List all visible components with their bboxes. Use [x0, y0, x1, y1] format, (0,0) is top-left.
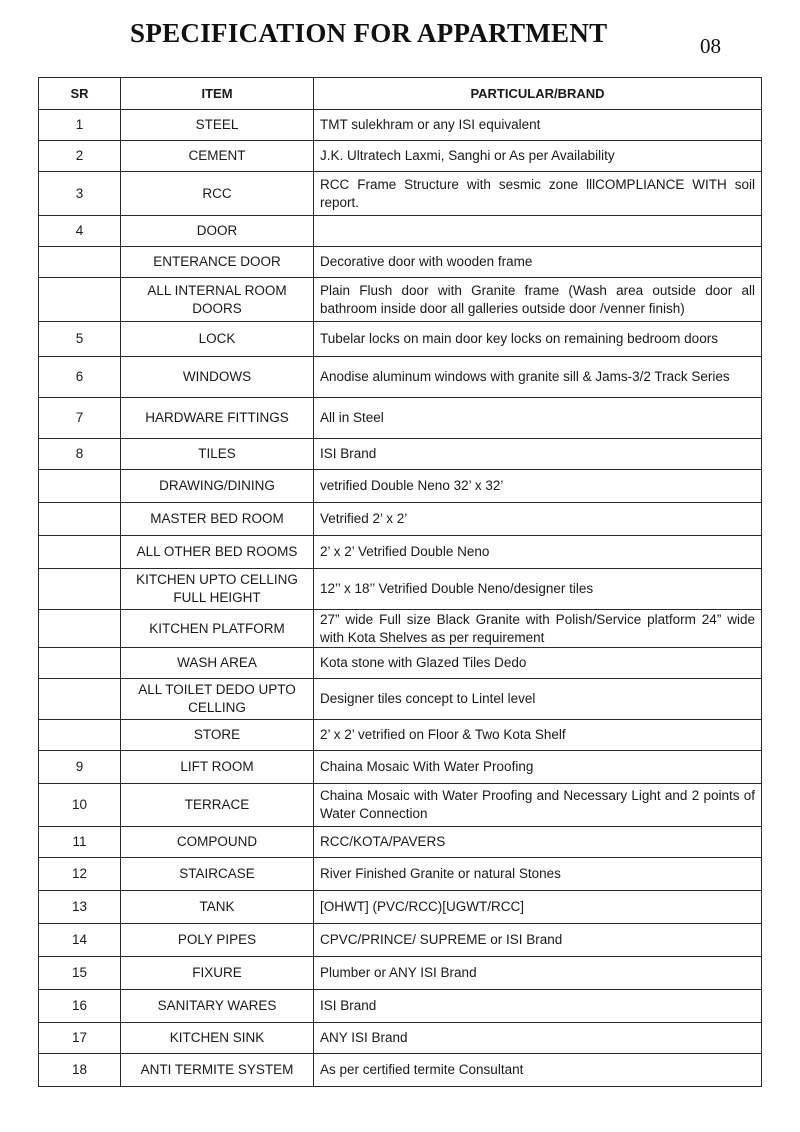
item-cell: TANK [121, 891, 314, 924]
sr-cell: 7 [39, 398, 121, 439]
sr-cell: 14 [39, 924, 121, 957]
sr-cell: 15 [39, 957, 121, 990]
item-cell: KITCHEN UPTO CELLING FULL HEIGHT [121, 569, 314, 610]
table-row [39, 216, 762, 247]
column-header-sr: SR [39, 78, 121, 110]
brand-cell: Vetrified 2’ x 2’ [314, 503, 762, 536]
sr-cell: 13 [39, 891, 121, 924]
brand-cell: Chaina Mosaic With Water Proofing [314, 751, 762, 784]
table-row [39, 439, 762, 470]
item-cell: ENTERANCE DOOR [121, 247, 314, 278]
table-row [39, 990, 762, 1023]
item-cell: HARDWARE FITTINGS [121, 398, 314, 439]
item-cell: ALL TOILET DEDO UPTO CELLING [121, 679, 314, 720]
sr-cell [39, 536, 121, 569]
sr-cell: 12 [39, 858, 121, 891]
table-row [39, 172, 762, 216]
item-cell: KITCHEN SINK [121, 1023, 314, 1054]
sr-cell: 18 [39, 1054, 121, 1087]
table-row [39, 247, 762, 278]
column-header-item: ITEM [121, 78, 314, 110]
brand-cell: Tubelar locks on main door key locks on remaining bedroom doors [314, 322, 762, 357]
table-row [39, 503, 762, 536]
item-cell: TILES [121, 439, 314, 470]
sr-cell: 6 [39, 357, 121, 398]
brand-cell: vetrified Double Neno 32’ x 32’ [314, 470, 762, 503]
brand-cell: [OHWT] (PVC/RCC)[UGWT/RCC] [314, 891, 762, 924]
brand-cell: ISI Brand [314, 439, 762, 470]
sr-cell [39, 679, 121, 720]
table-row [39, 891, 762, 924]
brand-cell: J.K. Ultratech Laxmi, Sanghi or As per Availability [314, 141, 762, 172]
item-cell: ALL OTHER BED ROOMS [121, 536, 314, 569]
table-row [39, 924, 762, 957]
brand-cell: TMT sulekhram or any ISI equivalent [314, 110, 762, 141]
sr-cell [39, 569, 121, 610]
item-cell: STAIRCASE [121, 858, 314, 891]
table-row [39, 751, 762, 784]
item-cell: MASTER BED ROOM [121, 503, 314, 536]
item-cell: LOCK [121, 322, 314, 357]
brand-cell: Decorative door with wooden frame [314, 247, 762, 278]
table-row [39, 322, 762, 357]
table-header-row [39, 78, 762, 110]
sr-cell: 1 [39, 110, 121, 141]
sr-cell [39, 247, 121, 278]
sr-cell: 17 [39, 1023, 121, 1054]
item-cell: POLY PIPES [121, 924, 314, 957]
table-row [39, 957, 762, 990]
brand-cell: All in Steel [314, 398, 762, 439]
sr-cell [39, 720, 121, 751]
table-row [39, 1054, 762, 1087]
brand-cell: 12’’ x 18’’ Vetrified Double Neno/designer tiles [314, 569, 762, 610]
sr-cell [39, 278, 121, 322]
table-row [39, 110, 762, 141]
table-row [39, 648, 762, 679]
table-row [39, 1023, 762, 1054]
item-cell: LIFT ROOM [121, 751, 314, 784]
brand-cell: 2’ x 2’ Vetrified Double Neno [314, 536, 762, 569]
item-cell: WASH AREA [121, 648, 314, 679]
sr-cell: 16 [39, 990, 121, 1023]
sr-cell: 11 [39, 827, 121, 858]
table-row [39, 569, 762, 610]
table-row [39, 470, 762, 503]
table-row [39, 720, 762, 751]
table-row [39, 398, 762, 439]
brand-cell: 2’ x 2’ vetrified on Floor & Two Kota Shelf [314, 720, 762, 751]
item-cell: TERRACE [121, 784, 314, 827]
sr-cell [39, 503, 121, 536]
item-cell: COMPOUND [121, 827, 314, 858]
brand-cell [314, 216, 762, 247]
brand-cell: 27” wide Full size Black Granite with Polish/Service platform 24” wide with Kota Shelves as per requirement [314, 610, 762, 648]
table-row [39, 827, 762, 858]
item-cell: CEMENT [121, 141, 314, 172]
sr-cell [39, 470, 121, 503]
brand-cell: Anodise aluminum windows with granite sill & Jams-3/2 Track Series [314, 357, 762, 398]
sr-cell: 4 [39, 216, 121, 247]
table-row [39, 784, 762, 827]
table-body [39, 110, 762, 1087]
sr-cell: 3 [39, 172, 121, 216]
table-row [39, 679, 762, 720]
item-cell: KITCHEN PLATFORM [121, 610, 314, 648]
table-row [39, 357, 762, 398]
brand-cell: Chaina Mosaic with Water Proofing and Necessary Light and 2 points of Water Connection [314, 784, 762, 827]
sr-cell: 8 [39, 439, 121, 470]
item-cell: SANITARY WARES [121, 990, 314, 1023]
table-row [39, 610, 762, 648]
table-row [39, 141, 762, 172]
sr-cell: 10 [39, 784, 121, 827]
page-title: SPECIFICATION FOR APPARTMENT [130, 18, 608, 48]
sr-cell [39, 648, 121, 679]
sr-cell: 9 [39, 751, 121, 784]
brand-cell: As per certified termite Consultant [314, 1054, 762, 1087]
item-cell: STORE [121, 720, 314, 751]
brand-cell: River Finished Granite or natural Stones [314, 858, 762, 891]
brand-cell: CPVC/PRINCE/ SUPREME or ISI Brand [314, 924, 762, 957]
brand-cell: ANY ISI Brand [314, 1023, 762, 1054]
brand-cell: ISI Brand [314, 990, 762, 1023]
item-cell: RCC [121, 172, 314, 216]
table-row [39, 536, 762, 569]
item-cell: DOOR [121, 216, 314, 247]
item-cell: FIXURE [121, 957, 314, 990]
item-cell: STEEL [121, 110, 314, 141]
item-cell: ALL INTERNAL ROOM DOORS [121, 278, 314, 322]
brand-cell: Plumber or ANY ISI Brand [314, 957, 762, 990]
brand-cell: RCC Frame Structure with sesmic zone lllCOMPLIANCE WITH soil report. [314, 172, 762, 216]
item-cell: DRAWING/DINING [121, 470, 314, 503]
column-header-particular-brand: PARTICULAR/BRAND [314, 78, 762, 110]
sr-cell: 5 [39, 322, 121, 357]
brand-cell: Plain Flush door with Granite frame (Wash area outside door all bathroom inside door all galleries outside door /venner finish) [314, 278, 762, 322]
sr-cell [39, 610, 121, 648]
specification-table [38, 77, 762, 1087]
brand-cell: Kota stone with Glazed Tiles Dedo [314, 648, 762, 679]
item-cell: ANTI TERMITE SYSTEM [121, 1054, 314, 1087]
table-row [39, 278, 762, 322]
brand-cell: Designer tiles concept to Lintel level [314, 679, 762, 720]
page-number: 08 [700, 34, 721, 58]
sr-cell: 2 [39, 141, 121, 172]
item-cell: WINDOWS [121, 357, 314, 398]
table-row [39, 858, 762, 891]
brand-cell: RCC/KOTA/PAVERS [314, 827, 762, 858]
